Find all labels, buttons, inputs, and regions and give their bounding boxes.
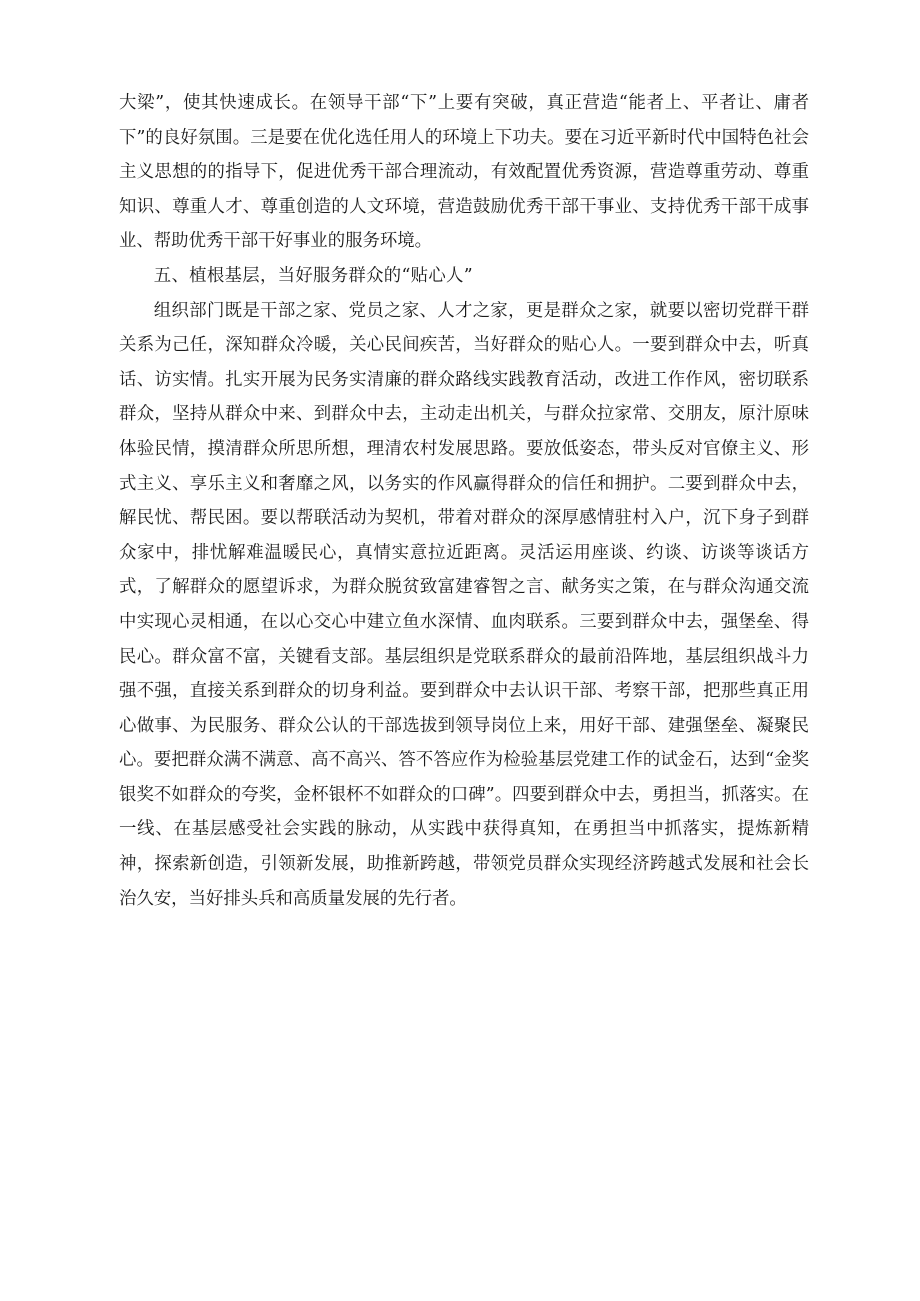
continued-paragraph: 大梁”，使其快速成长。在领导干部“下”上要有突破，真正营造“能者上、平者让、庸者下”的良好氛围。三是要在优化选任用人的环境上下功夫。要在习近平新时代中国特色社会主义思想的的指导下，促进优秀干部合理流动，有效配置优秀资源，营造尊重劳动、尊重知识、尊重人才、尊重创造的人文环境，营造鼓励优秀干部干事业、支持优秀干部干成事业、帮助优秀干部干好事业的服务环境。 [119,93,809,252]
section-body-paragraph: 组织部门既是干部之家、党员之家、人才之家，更是群众之家，就要以密切党群干群关系为己任，深知群众冷暖，关心民间疾苦，当好群众的贴心人。一要到群众中去，听真话、访实情。扎实开展为民务实清廉的群众路线实践教育活动，改进工作作风，密切联系群众，坚持从群众中来、到群众中去，主动走出机关，与群众拉家常、交朋友，原汁原味体验民情，摸清群众所思所想，理清农村发展思路。要放低姿态，带头反对官僚主义、形式主义、享乐主义和奢靡之风，以务实的作风赢得群众的信任和拥护。二要到群众中去，解民忧、帮民困。要以帮联活动为契机，带着对群众的深厚感情驻村入户，沉下身子到群众家中，排忧解难温暖民心，真情实意拉近距离。灵活运用座谈、约谈、访谈等谈话方式，了解群众的愿望诉求，为群众脱贫致富建睿智之言、献务实之策，在与群众沟通交流中实现心灵相通，在以心交心中建立鱼水深情、血肉联系。三要到群众中去，强堡垒、得民心。群众富不富，关键看支部。基层组织是党联系群众的最前沿阵地，基层组织战斗力强不强，直接关系到群众的切身利益。要到群众中去认识干部、考察干部，把那些真正用心做事、为民服务、群众公认的干部选拔到领导岗位上来，用好干部、建强堡垒、凝聚民心。要把群众满不满意、高不高兴、答不答应作为检验基层党建工作的试金石，达到“金奖银奖不如群众的夸奖，金杯银杯不如群众的口碑”。四要到群众中去，勇担当，抓落实。在一线、在基层感受社会实践的脉动，从实践中获得真知，在勇担当中抓落实，提炼新精神，探索新创造，引领新发展，助推新跨越，带领党员群众实现经济跨越式发展和社会长治久安，当好排头兵和高质量发展的先行者。 [119,300,809,909]
document-page [119,86,809,916]
section-heading: 五、植根基层，当好服务群众的“贴心人” [153,265,473,286]
